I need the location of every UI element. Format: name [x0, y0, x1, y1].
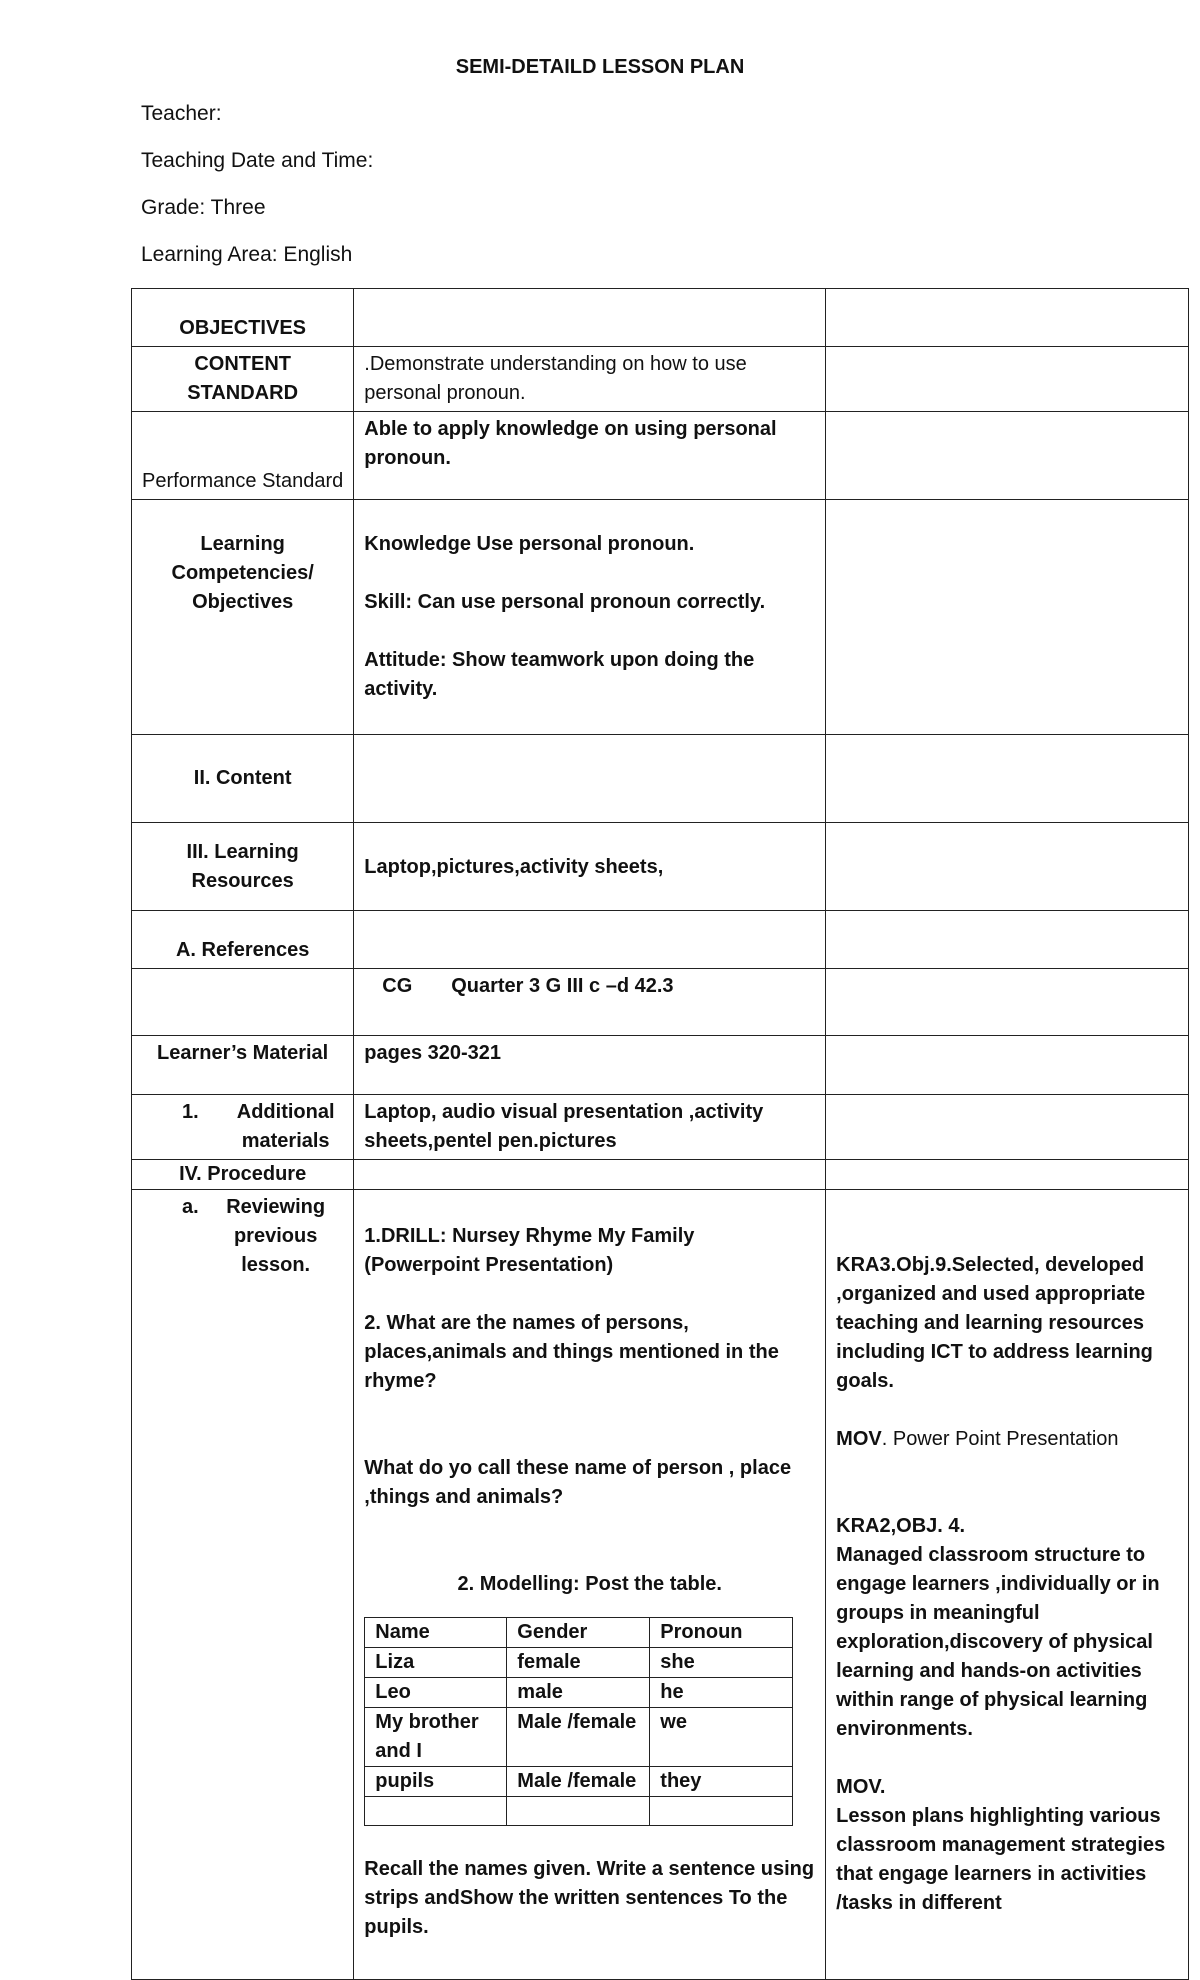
pronoun-table-cell: she: [650, 1648, 793, 1678]
learners-material-pages: pages 320-321: [354, 1036, 826, 1095]
pronoun-table-cell: [650, 1797, 793, 1826]
pronoun-table-cell: Liza: [365, 1648, 507, 1678]
mov-1: MOV. Power Point Presentation: [836, 1428, 1119, 1450]
skill-objective: Skill: Can use personal pronoun correctly.: [364, 591, 766, 613]
pronoun-table-cell: male: [507, 1678, 650, 1708]
additional-materials-row: [132, 1095, 1189, 1160]
question-call: What do yo call these name of person , place ,things and animals?: [364, 1457, 792, 1508]
reviewing-lesson-row: [132, 1190, 1189, 1980]
kra2-title: KRA2,OBJ. 4.: [836, 1515, 966, 1537]
pronoun-table-cell: [507, 1797, 650, 1826]
learners-material-row: [132, 1036, 1189, 1095]
procedure-label: IV. Procedure: [132, 1160, 354, 1190]
pronoun-table-cell: Leo: [365, 1678, 507, 1708]
references-row: [132, 911, 1189, 969]
kra3-text: KRA3.Obj.9.Selected, developed ,organized and used appropriate teaching and learning resources including ICT to address learning goals.: [836, 1254, 1153, 1392]
pronoun-table-header: Pronoun: [650, 1618, 793, 1648]
learning-resources-row: [132, 823, 1189, 911]
attitude-objective: Attitude: Show teamwork upon doing the activity.: [364, 649, 755, 700]
pronoun-table-header: Gender: [507, 1618, 650, 1648]
competencies-label: Learning Competencies/ Objectives: [132, 500, 354, 735]
references-label: A. References: [132, 911, 354, 969]
learners-material-label: Learner’s Material: [132, 1036, 354, 1095]
pronoun-table-cell: My brother and I: [365, 1708, 507, 1767]
teacher-line: Teacher:: [141, 102, 222, 125]
procedure-row: [132, 1160, 1189, 1190]
mov-2-text: Lesson plans highlighting various classroom management strategies that engage learners in activities /tasks in different: [836, 1805, 1166, 1914]
objectives-label: OBJECTIVES: [132, 289, 354, 347]
kra2-text: Managed classroom structure to engage learners ,individually or in groups in meaningful exploration,discovery of physical learning and hands-on activities within range of physical learning environments.: [836, 1544, 1160, 1740]
cg-row: [132, 969, 1189, 1036]
modelling-text: 2. Modelling: Post the table.: [457, 1573, 722, 1595]
content-standard-label: CONTENT STANDARD: [132, 347, 354, 412]
knowledge-objective: Knowledge Use personal pronoun.: [364, 533, 695, 555]
objectives-row: [132, 289, 1189, 347]
pronoun-table-cell: they: [650, 1767, 793, 1797]
content-standard-text: .Demonstrate understanding on how to use personal pronoun.: [354, 347, 826, 412]
pronoun-table-header: Name: [365, 1618, 507, 1648]
learning-resources-text: Laptop,pictures,activity sheets,: [354, 823, 826, 911]
performance-standard-row: [132, 412, 1189, 500]
pronoun-table-cell: female: [507, 1648, 650, 1678]
pronoun-table-cell: we: [650, 1708, 793, 1767]
pronoun-table: [364, 1617, 793, 1826]
additional-materials-label: 1. Additional materials: [182, 1101, 335, 1152]
cg-reference: CG Quarter 3 G III c –d 42.3: [354, 969, 826, 1036]
performance-standard-label: Performance Standard: [132, 412, 354, 500]
date-time-line: Teaching Date and Time:: [141, 149, 374, 172]
content-row: [132, 735, 1189, 823]
content-standard-row: [132, 347, 1189, 412]
lesson-plan-table: [131, 288, 1189, 1980]
learning-area-line: Learning Area: English: [141, 243, 353, 266]
reviewing-label: a. Reviewing previous lesson.: [182, 1196, 326, 1276]
competencies-row: [132, 500, 1189, 735]
grade-line: Grade: Three: [141, 196, 266, 219]
pronoun-table-cell: he: [650, 1678, 793, 1708]
question-names: 2. What are the names of persons, places,animals and things mentioned in the rhyme?: [364, 1312, 779, 1392]
mov-2-label: MOV.: [836, 1776, 886, 1798]
recall-text: Recall the names given. Write a sentence using strips andShow the written sentences To the pupils.: [364, 1858, 815, 1938]
pronoun-table-cell: Male /female: [507, 1767, 650, 1797]
document-title: SEMI-DETAILD LESSON PLAN: [455, 56, 745, 78]
pronoun-table-cell: pupils: [365, 1767, 507, 1797]
drill-text: 1.DRILL: Nursey Rhyme My Family (Powerpoint Presentation): [364, 1225, 695, 1276]
learning-resources-label: III. Learning Resources: [132, 823, 354, 911]
pronoun-table-cell: Male /female: [507, 1708, 650, 1767]
content-label: II. Content: [132, 735, 354, 823]
performance-standard-text: Able to apply knowledge on using personal pronoun.: [354, 412, 826, 500]
additional-materials-text: Laptop, audio visual presentation ,activity sheets,pentel pen.pictures: [354, 1095, 826, 1160]
pronoun-table-cell: [365, 1797, 507, 1826]
